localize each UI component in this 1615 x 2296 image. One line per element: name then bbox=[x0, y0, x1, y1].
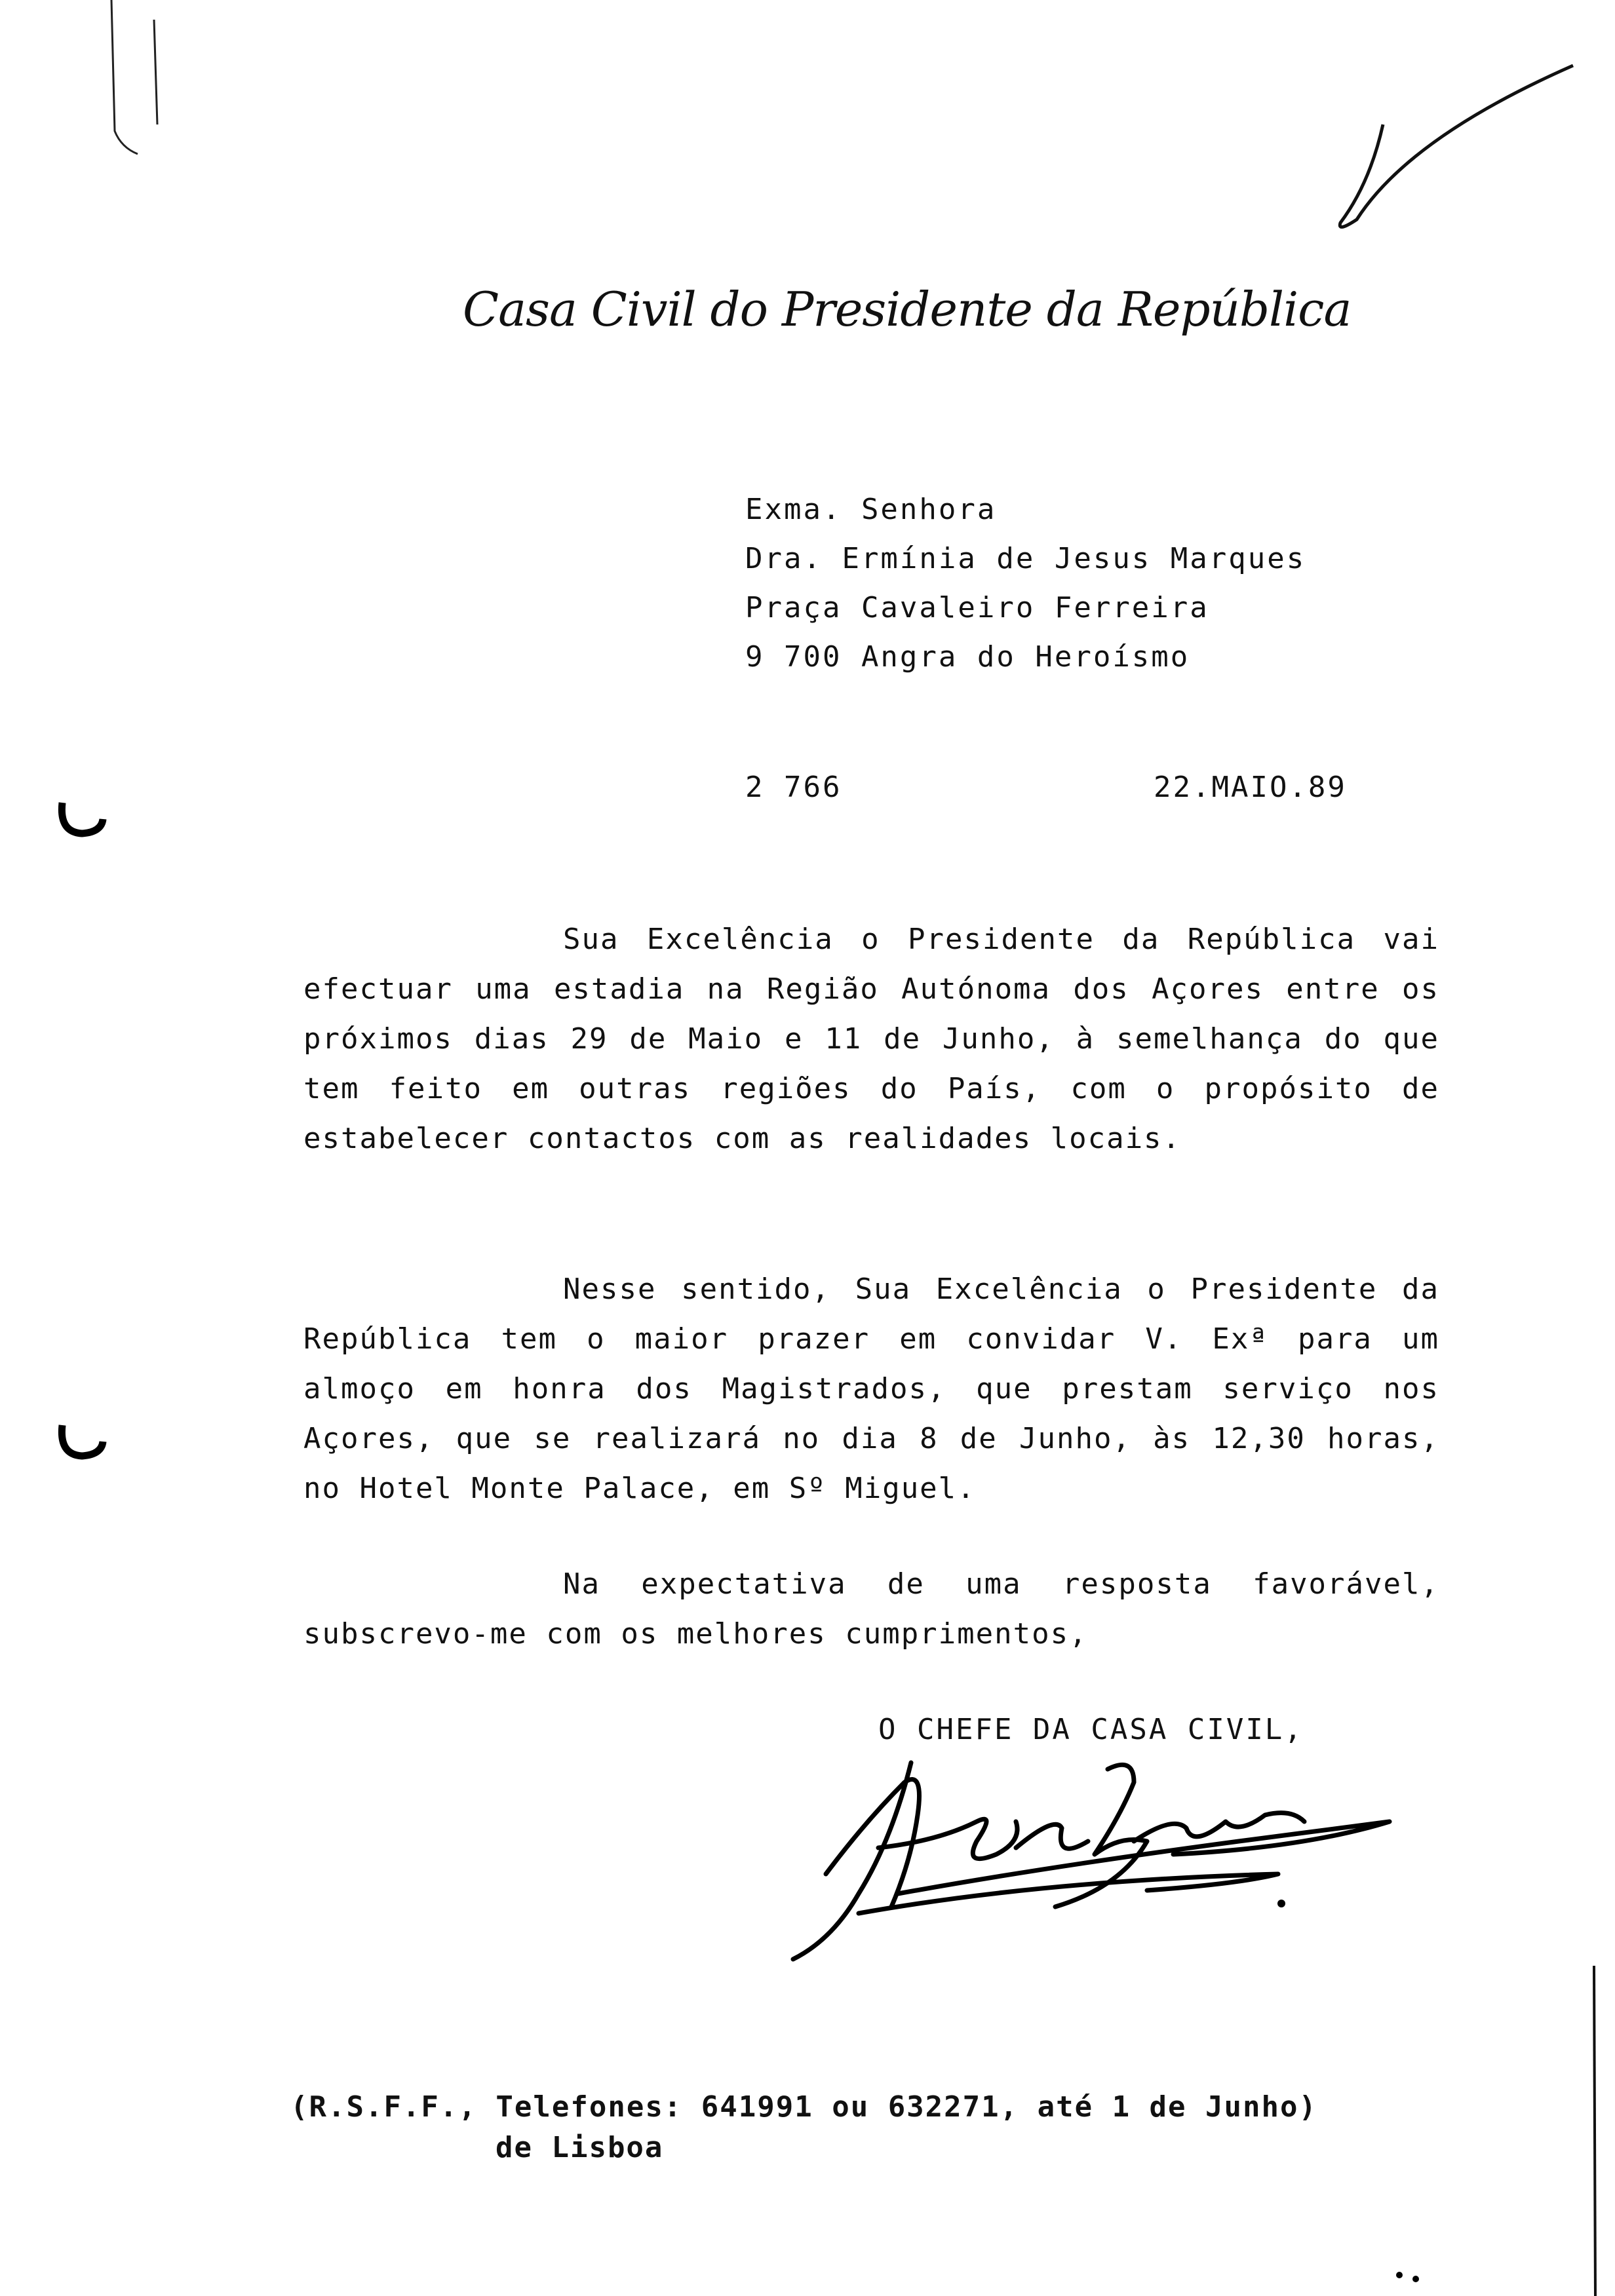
body-paragraph-3 bbox=[303, 1559, 1439, 1659]
recipient-city: 9 700 Angra do Heroísmo bbox=[745, 640, 1190, 674]
body-paragraph-1 bbox=[303, 915, 1439, 1164]
body-paragraph-2 bbox=[303, 1265, 1439, 1514]
paragraph-text: Nesse sentido, Sua Excelência o Presidente da República tem o maior prazer em convidar V. Exª para um almoço em honra dos Magistrados, que prestam serviço nos Açores, que se realizará no dia 8 de Junho, às 12,30 horas, no Hotel Monte Palace, em Sº Miguel. bbox=[303, 1272, 1439, 1505]
closing-title: O CHEFE DA CASA CIVIL, bbox=[878, 1713, 1304, 1746]
recipient-address bbox=[745, 485, 1306, 681]
paragraph-text: Na expectativa de uma resposta favorável, subscrevo-me com os melhores cumprimentos, bbox=[303, 1567, 1439, 1651]
stray-dots bbox=[1390, 2267, 1429, 2287]
footer-line-2: de Lisboa bbox=[496, 2131, 664, 2164]
footer-line-1: (R.S.F.F., Telefones: 641991 ou 632271, até 1 de Junho) bbox=[290, 2090, 1317, 2124]
reference-date: 22.MAIO.89 bbox=[1154, 771, 1347, 804]
letterhead: Casa Civil do Presidente da República bbox=[463, 282, 1352, 337]
handwritten-signature bbox=[780, 1743, 1396, 1966]
recipient-salutation: Exma. Senhora bbox=[745, 493, 997, 526]
page-edge-line bbox=[1586, 0, 1606, 2296]
reference-number: 2 766 bbox=[745, 771, 842, 804]
check-mark-icon bbox=[1331, 52, 1580, 236]
paragraph-text: Sua Excelência o Presidente da República vai efectuar uma estadia na Região Autónoma dos Açores entre os próximos dias 29 de Maio e 11 de Junho, à semelhança do que tem feito em outras regiões do País, com o propósito de estabelecer contactos com as realidades locais. bbox=[303, 923, 1439, 1155]
recipient-street: Praça Cavaleiro Ferreira bbox=[745, 591, 1209, 624]
footer-note bbox=[290, 2087, 1317, 2168]
punch-hole-mark-icon bbox=[56, 1415, 108, 1468]
recipient-name: Dra. Ermínia de Jesus Marques bbox=[745, 542, 1306, 575]
binder-clip-marks bbox=[98, 0, 177, 164]
punch-hole-mark-icon bbox=[56, 793, 108, 845]
